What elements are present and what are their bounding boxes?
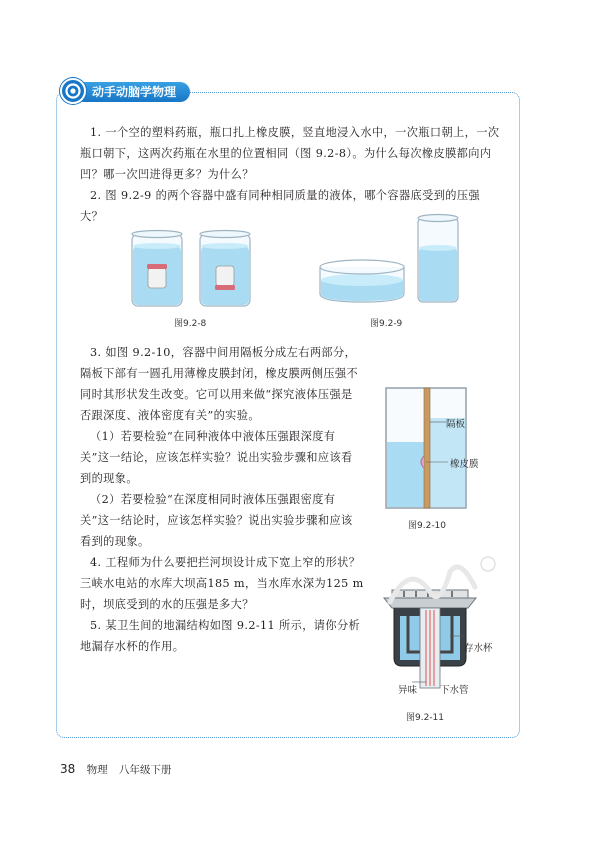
label-pipe: 下水管 [440,685,469,696]
figure-9-2-9 [318,212,468,308]
figure-9-2-10 [384,386,468,510]
question-2: 2. 图 9.2-9 的两个容器中盛有同种相同质量的液体，哪个容器底受到的压强大？ [80,189,481,223]
footer-book: 八年级下册 [118,764,172,776]
label-partition: 隔板 [446,419,466,430]
beaker-left [132,231,182,307]
footer-subject: 物理 [86,764,108,776]
label-cup: 存水杯 [464,643,493,654]
section-title: 动手动脑学物理 [74,82,190,102]
caption-9-2-10: 图9.2-10 [408,521,447,531]
caption-9-2-8: 图9.2-8 [174,319,207,329]
question-3-part-1: （1）若要检验“在同种液体中液体压强跟深度有关”这一结论，应该怎样实验？说出实验步骤和应该看到的现象。 [80,430,353,485]
page-footer [60,762,171,777]
section-header [60,80,200,102]
question-1: 1. 一个空的塑料药瓶，瓶口扎上橡皮膜，竖直地浸入水中，一次瓶口朝上，一次瓶口朝下，这两次药瓶在水里的位置相同（图 9.2-8）。为什么每次橡皮膜都向内凹？哪一次凹进得更多？为什么？ [80,126,500,181]
label-odor: 异味 [398,685,418,696]
watermark-logo [380,552,500,612]
beaker-right [200,231,250,307]
caption-9-2-11: 图9.2-11 [406,713,445,723]
target-icon [60,78,86,104]
question-3-part-2: （2）若要检验“在深度相同时液体压强跟密度有关”这一结论时，应该怎样实验？说出实验步骤和应该看到的现象。 [80,493,353,548]
question-5: 5. 某卫生间的地漏结构如图 9.2-11 所示，请你分析地漏存水杯的作用。 [80,619,361,653]
question-3: 3. 如图 9.2-10，容器中间用隔板分成左右两部分，隔板下部有一圆孔用薄橡皮膜封闭，橡皮膜两侧压强不同时其形状发生改变。它可以用来做“探究液体压强是否跟深度、液体密度有关”的实验。 [80,346,359,422]
question-4: 4. 工程师为什么要把拦河坝设计成下宽上窄的形状？三峡水电站的水库大坝高185 m，当水库水深为125 m时，坝底受到的水的压强是多大？ [80,556,364,611]
figure-9-2-8 [126,226,256,310]
caption-9-2-9: 图9.2-9 [370,319,403,329]
wide-dish [320,260,404,302]
tall-cylinder [418,215,458,303]
page-number: 38 [60,762,76,776]
label-membrane: 橡皮膜 [450,459,479,470]
